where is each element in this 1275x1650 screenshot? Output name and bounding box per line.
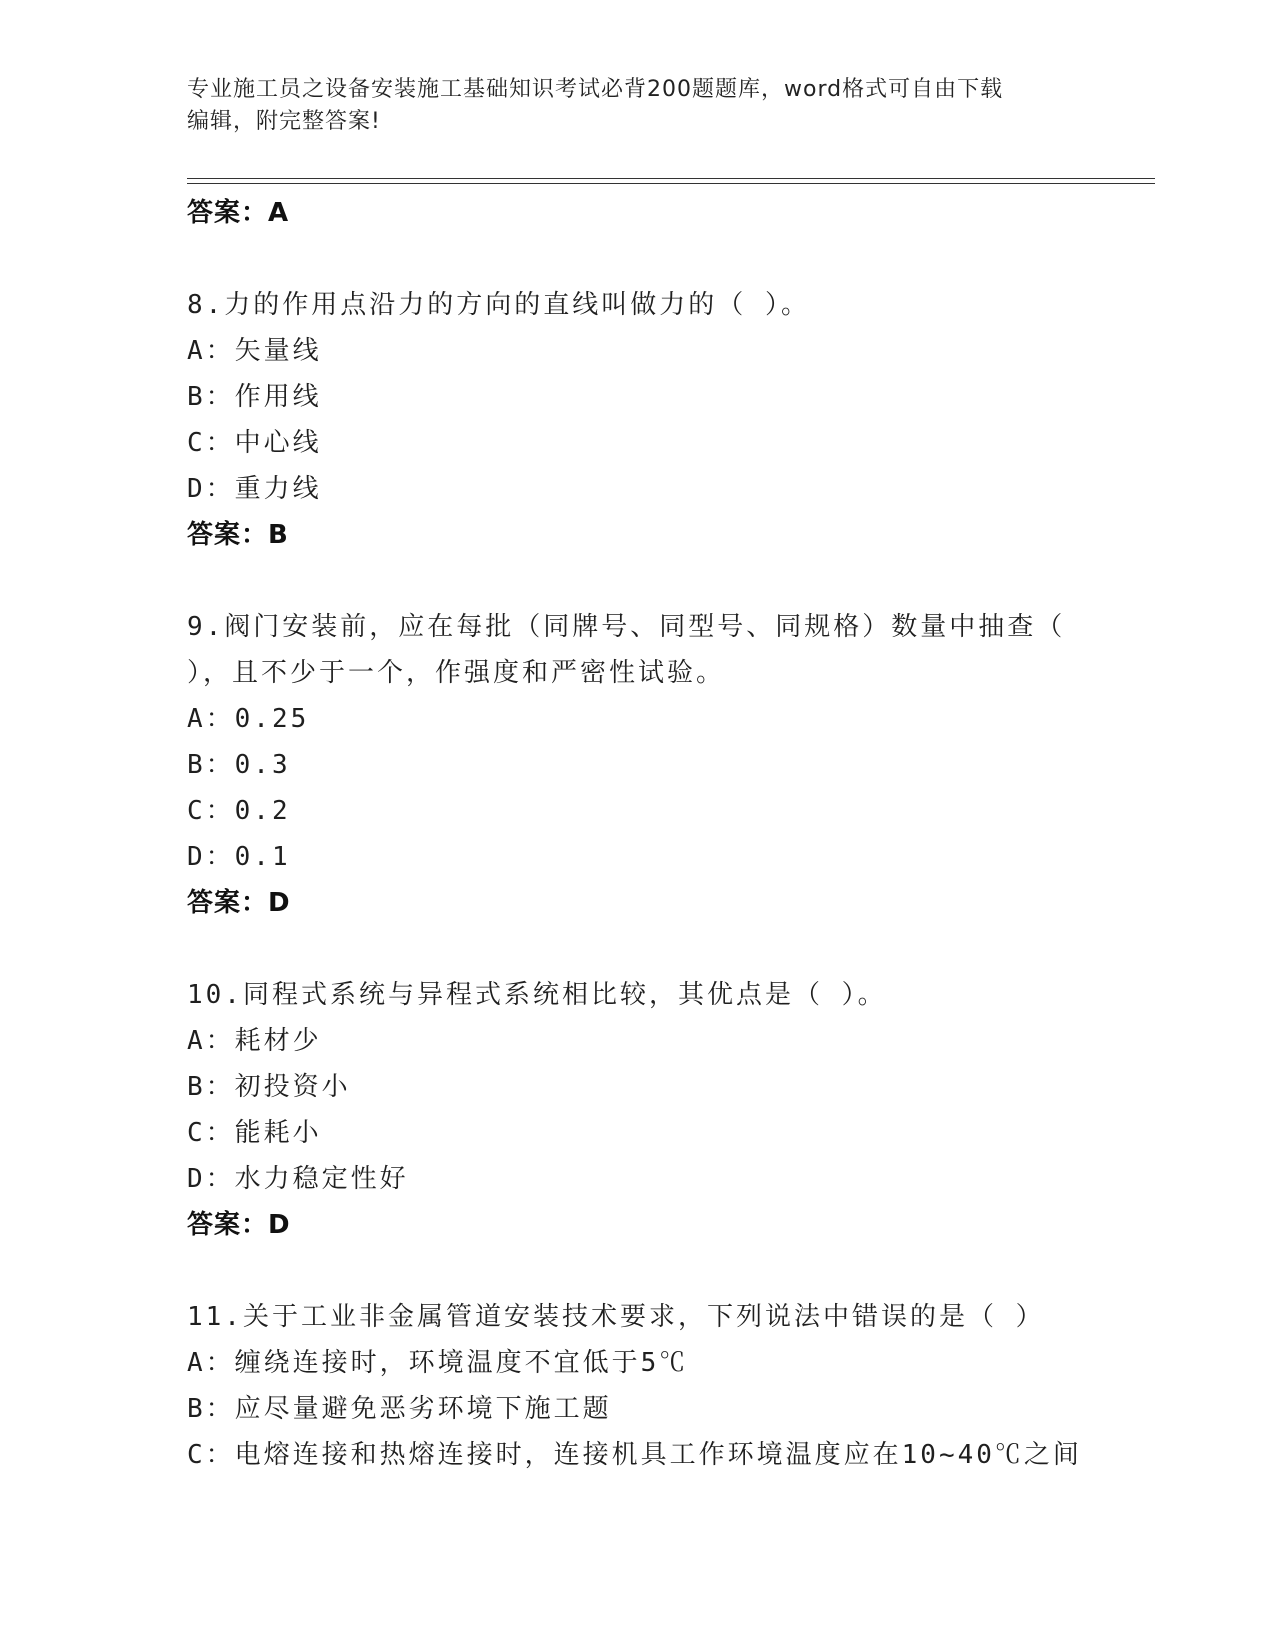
question-stem-line-1: 9.阀门安装前，应在每批（同牌号、同型号、同规格）数量中抽查（ <box>187 612 1066 642</box>
option-d: D：重力线 <box>187 474 322 504</box>
spacer <box>187 558 1087 604</box>
option-b: B：作用线 <box>187 382 322 412</box>
question-stem: 8.力的作用点沿力的方向的直线叫做力的（ ）。 <box>187 290 810 320</box>
option-d: D：水力稳定性好 <box>187 1164 409 1194</box>
header-title-line-2: 编辑，附完整答案! <box>187 109 381 134</box>
option-c: C：电熔连接和热熔连接时，连接机具工作环境温度应在10~40℃之间 <box>187 1440 1082 1470</box>
option-a: A：耗材少 <box>187 1026 322 1056</box>
answer: 答案：B <box>187 520 289 550</box>
previous-answer: 答案：A <box>187 198 290 228</box>
option-d: D：0.1 <box>187 842 291 872</box>
question-8 <box>187 282 1087 558</box>
answer: 答案：D <box>187 888 291 918</box>
question-stem: 10.同程式系统与异程式系统相比较，其优点是（ ）。 <box>187 980 887 1010</box>
answer: 答案：D <box>187 1210 291 1240</box>
spacer <box>187 1248 1087 1294</box>
option-a: A：矢量线 <box>187 336 322 366</box>
spacer <box>187 236 1087 282</box>
spacer <box>187 926 1087 972</box>
option-c: C：0.2 <box>187 796 291 826</box>
option-c: C：中心线 <box>187 428 322 458</box>
option-b: B：初投资小 <box>187 1072 351 1102</box>
header-title-line-1: 专业施工员之设备安装施工基础知识考试必背200题题库，word格式可自由下载 <box>187 77 1004 102</box>
option-a: A：缠绕连接时，环境温度不宜低于5℃ <box>187 1348 689 1378</box>
header-divider-bottom <box>187 183 1155 184</box>
question-stem-line-2: ），且不少于一个，作强度和严密性试验。 <box>187 658 726 688</box>
question-stem: 11.关于工业非金属管道安装技术要求，下列说法中错误的是（ ） <box>187 1302 1045 1332</box>
option-b: B：0.3 <box>187 750 291 780</box>
question-10 <box>187 972 1087 1248</box>
option-c: C：能耗小 <box>187 1118 322 1148</box>
header-divider-top <box>187 178 1155 179</box>
question-11 <box>187 1294 1087 1478</box>
question-9 <box>187 604 1087 926</box>
option-a: A：0.25 <box>187 704 310 734</box>
page-header <box>187 74 1067 138</box>
option-b: B：应尽量避免恶劣环境下施工题 <box>187 1394 612 1424</box>
question-list <box>187 190 1087 1478</box>
